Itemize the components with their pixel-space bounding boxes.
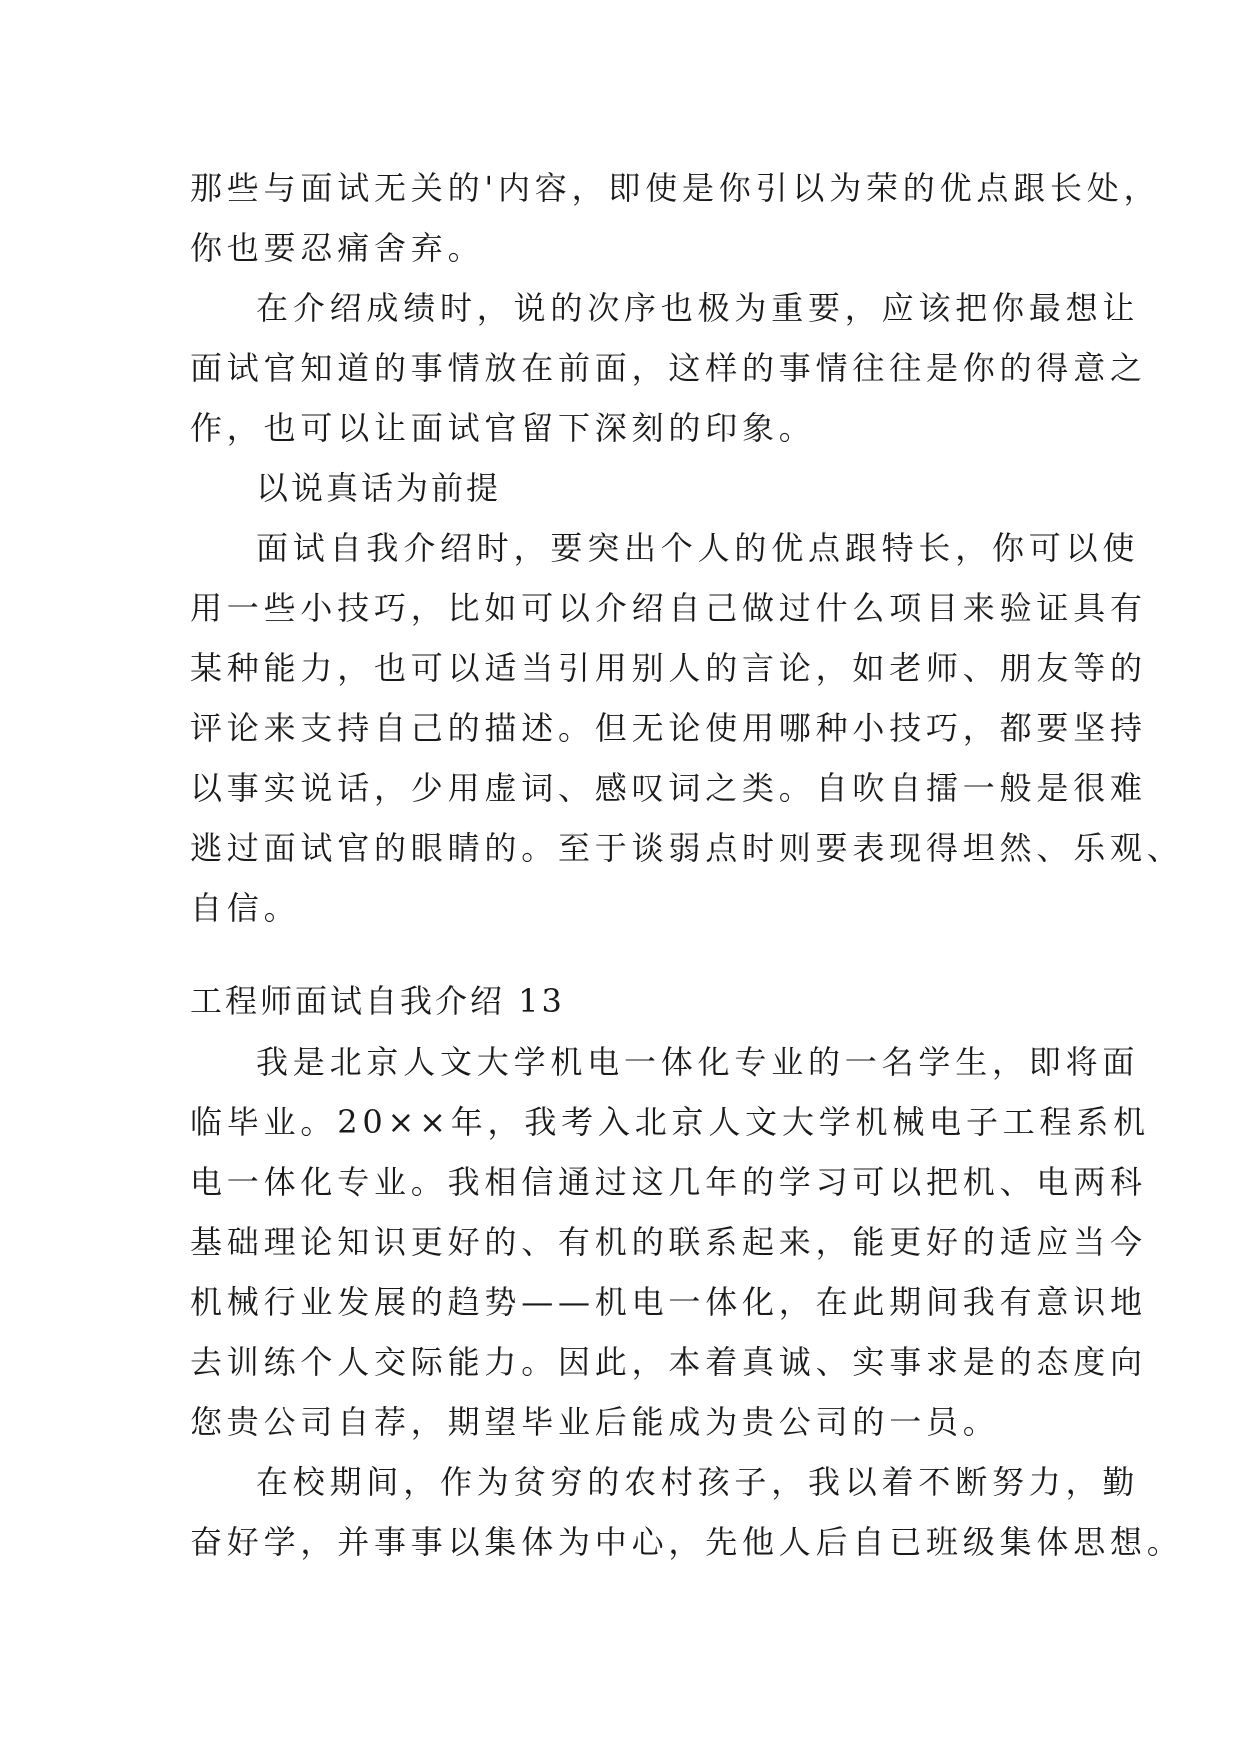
paragraph-line: 逃过面试官的眼睛的。至于谈弱点时则要表现得坦然、乐观、 [190, 829, 1184, 867]
section-title: 工程师面试自我介绍 13 [190, 982, 565, 1020]
paragraph-line: 作，也可以让面试官留下深刻的印象。 [190, 409, 816, 447]
paragraph-line: 评论来支持自己的描述。但无论使用哪种小技巧，都要坚持 [190, 709, 1147, 747]
paragraph-line: 临毕业。20××年，我考入北京人文大学机械电子工程系机 [190, 1103, 1150, 1141]
paragraph-line: 用一些小技巧，比如可以介绍自己做过什么项目来验证具有 [190, 589, 1147, 627]
paragraph-line: 自信。 [190, 889, 301, 927]
paragraph-line: 我是北京人文大学机电一体化专业的一名学生，即将面 [256, 1043, 1140, 1081]
paragraph-line: 电一体化专业。我相信通过这几年的学习可以把机、电两科 [190, 1163, 1147, 1201]
paragraph-line: 机械行业发展的趋势——机电一体化，在此期间我有意识地 [190, 1283, 1147, 1321]
paragraph-line: 在介绍成绩时，说的次序也极为重要，应该把你最想让 [256, 289, 1140, 327]
paragraph-line: 去训练个人交际能力。因此，本着真诚、实事求是的态度向 [190, 1343, 1147, 1381]
paragraph-line: 以事实说话，少用虚词、感叹词之类。自吹自擂一般是很难 [190, 769, 1147, 807]
paragraph-line: 奋好学，并事事以集体为中心，先他人后自已班级集体思想。 [190, 1523, 1184, 1561]
paragraph-line: 你也要忍痛舍弃。 [190, 229, 485, 267]
paragraph-line: 那些与面试无关的'内容，即使是你引以为荣的优点跟长处， [190, 169, 1161, 207]
paragraph-line: 您贵公司自荐，期望毕业后能成为贵公司的一员。 [190, 1403, 1000, 1441]
paragraph-line: 面试官知道的事情放在前面，这样的事情往往是你的得意之 [190, 349, 1147, 387]
section-subheading: 以说真话为前提 [256, 469, 502, 507]
paragraph-line: 基础理论知识更好的、有机的联系起来，能更好的适应当今 [190, 1223, 1147, 1261]
paragraph-line: 在校期间，作为贫穷的农村孩子，我以着不断努力，勤 [256, 1463, 1140, 1501]
paragraph-line: 面试自我介绍时，要突出个人的优点跟特长，你可以使 [256, 529, 1140, 567]
paragraph-line: 某种能力，也可以适当引用别人的言论，如老师、朋友等的 [190, 649, 1147, 687]
